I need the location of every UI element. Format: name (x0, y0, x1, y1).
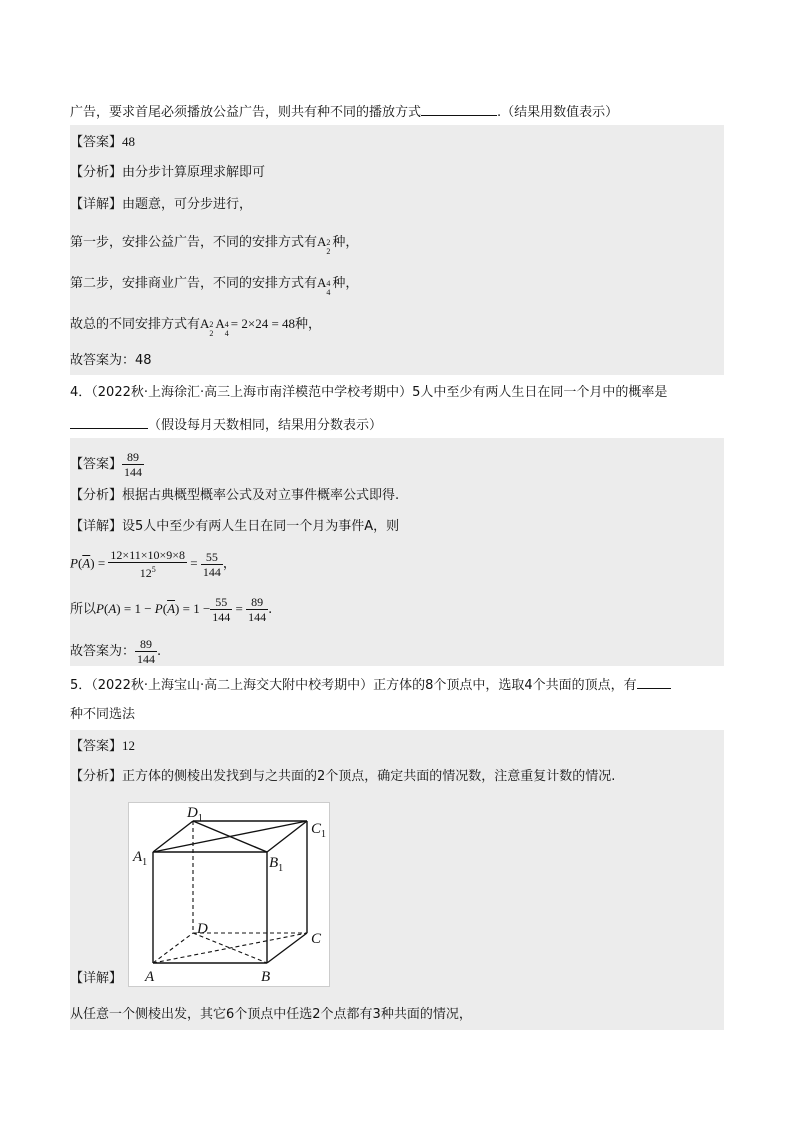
answer-blank (421, 101, 497, 116)
cube-figure (128, 802, 330, 987)
vertex-label: $B_1$ (269, 855, 284, 874)
q5-detail-text: 从任意一个侧棱出发，其它6个顶点中任选2个点都有3种共面的情况， (70, 1007, 472, 1022)
detail-label: 【详解】 (70, 519, 123, 534)
cube-diagram (129, 803, 329, 986)
vertex-label: A (145, 969, 155, 985)
vertex-label: $D_1$ (187, 805, 203, 824)
q4-final: 故答案为： $\frac{89}{144}$ . (70, 637, 162, 666)
answer-label: 【答案】 (70, 457, 123, 472)
prob-sub: $\frac{55}{144}$ (212, 595, 231, 624)
q5-answer: 【答案】12 (70, 738, 136, 754)
detail-label: 【详解】 (70, 971, 123, 986)
prob-final: $\frac{89}{144}$ (248, 595, 267, 624)
q3-analysis: 【分析】由分步计算原理求解即可 (70, 165, 266, 180)
q4-prob-complement: $P(\overline{A})$ = $\frac{12\times 11\times 10\times 9\times 8}{12^5}$ = $\frac{55}{144}$ ， (70, 548, 236, 580)
q4-stem: 4．（2022秋·上海徐汇·高三上海市南洋模范中学校考期中）5人中至少有两人生日在同一个月中的概率是 (70, 385, 668, 400)
q3-detail: 【详解】由题意，可分步进行， (70, 197, 253, 212)
answer-label: 【答案】 (70, 739, 123, 754)
q4-analysis: 【分析】根据古典概型概率公式及对立事件概率公式即得. (70, 488, 400, 503)
vertex-label: B (261, 969, 271, 985)
q3-step2: 第二步，安排商业广告，不同的安排方式有A 4 4 种， (70, 275, 359, 298)
q4-stem-2: （假设每月天数相同，结果用分数表示） (70, 414, 724, 435)
q5-detail (70, 970, 724, 988)
q4-answer (70, 450, 724, 479)
q5-stem-2: 种不同选法 (70, 707, 136, 722)
perm-product: A 2 2 A 4 4 (200, 316, 229, 339)
analysis-label: 【分析】 (70, 769, 123, 784)
detail-label: 【详解】 (70, 197, 123, 212)
q3-answer: 【答案】48 (70, 134, 136, 150)
q3-total: 故总的不同安排方式有A 2 2 A 4 4 = 2×24 = 48种， (70, 316, 322, 339)
vertex-label: $A_1$ (133, 849, 148, 868)
analysis-label: 【分析】 (70, 488, 123, 503)
answer-blank (637, 674, 671, 689)
q5-stem: 5．（2022秋·上海宝山·高二上海交大附中校考期中）正方体的8个顶点中，选取4个共面的顶点，有 (70, 674, 724, 695)
vertex-label: D (197, 921, 208, 937)
prob-fraction: $\frac{12\times 11\times 10\times 9\times 8}{12^5}$ (110, 548, 186, 580)
answer-label: 【答案】 (70, 135, 123, 150)
q4-detail: 【详解】设5人中至少有两人生日在同一个月为事件A，则 (70, 519, 400, 534)
q3-step1: 第一步，安排公益广告，不同的安排方式有A 2 2 种， (70, 234, 359, 257)
perm-a22: A 2 2 (317, 234, 331, 257)
answer-fraction: $\frac{89}{144}$ (124, 450, 143, 479)
vertex-label: C (311, 931, 322, 947)
q4-prob: 所以$P(A) = 1 - P(\overline{A}) = 1$ − $\frac{55}{144}$ = $\frac{89}{144}$ . (70, 595, 273, 624)
prob-result: $\frac{55}{144}$ (202, 549, 221, 579)
q3-stem: 广告，要求首尾必须播放公益广告，则共有种不同的播放方式 .（结果用数值表示） (70, 101, 724, 122)
final-fraction: $\frac{89}{144}$ (137, 637, 156, 666)
q3-final: 故答案为：48 (70, 353, 152, 368)
analysis-label: 【分析】 (70, 165, 123, 180)
q5-analysis: 【分析】正方体的侧棱出发找到与之共面的2个顶点，确定共面的情况数，注意重复计数的情况. (70, 769, 616, 784)
perm-a44: A 4 4 (317, 275, 331, 298)
vertex-label: $C_1$ (311, 821, 327, 840)
answer-blank (70, 414, 148, 429)
